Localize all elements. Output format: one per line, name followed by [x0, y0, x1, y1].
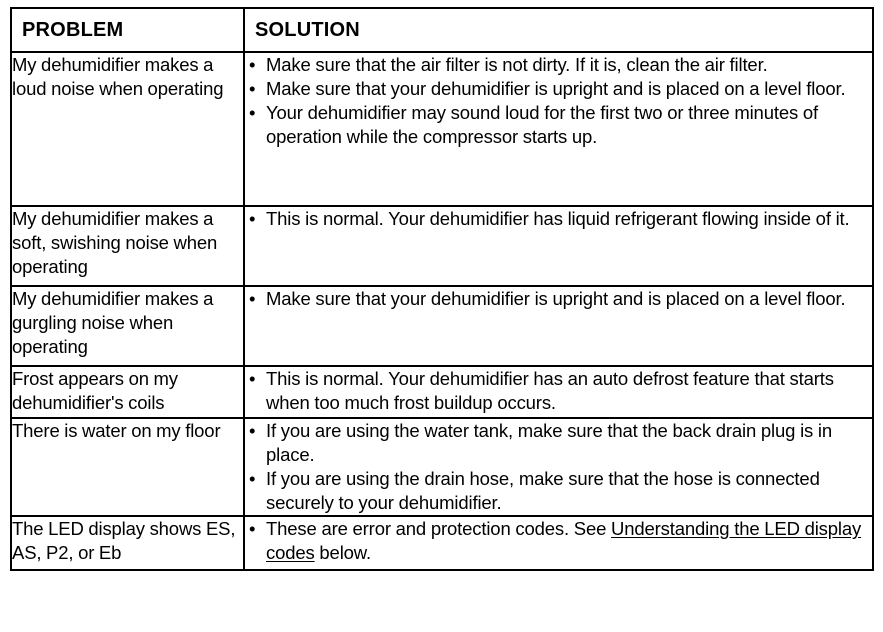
list-item: [245, 419, 872, 467]
column-header-problem: [11, 8, 244, 52]
solution-cell: [244, 206, 873, 286]
list-item-text-after-link: below.: [314, 542, 371, 563]
list-item-text: Make sure that the air filter is not dirty. If it is, clean the air filter.: [266, 54, 768, 75]
list-item-text: Your dehumidifier may sound loud for the first two or three minutes of operation while the compressor starts up.: [266, 102, 818, 147]
list-item-text: This is normal. Your dehumidifier has liquid refrigerant flowing inside of it.: [266, 208, 850, 229]
bullet-point-icon: •: [249, 208, 256, 229]
list-item-text: If you are using the water tank, make sure that the back drain plug is in place.: [266, 420, 833, 465]
list-item: [245, 517, 872, 565]
table-row: [11, 366, 873, 418]
problem-text: My dehumidifier makes a soft, swishing noise when operating: [12, 208, 218, 277]
solution-bullet-list: [245, 517, 872, 565]
column-header-problem-label: PROBLEM: [22, 19, 124, 41]
column-header-solution: [244, 8, 873, 52]
bullet-point-icon: •: [249, 288, 256, 309]
list-item: [245, 101, 872, 149]
problem-cell: [11, 286, 244, 366]
solution-bullet-list: [245, 53, 872, 149]
table-header-row: [11, 8, 873, 52]
list-item: [245, 77, 872, 101]
solution-bullet-list: [245, 367, 872, 415]
list-item-text-before-link: These are error and protection codes. See: [266, 518, 612, 539]
problem-cell: [11, 52, 244, 206]
bullet-point-icon: •: [249, 368, 256, 389]
list-item: [245, 467, 872, 515]
table-body: [11, 52, 873, 570]
list-item: [245, 207, 872, 231]
bullet-point-icon: •: [249, 518, 256, 539]
list-item-text: If you are using the drain hose, make sure that the hose is connected securely to your dehumidifier.: [266, 468, 820, 513]
solution-bullet-list: [245, 287, 872, 311]
solution-bullet-list: [245, 207, 872, 231]
problem-text: There is water on my floor: [12, 420, 221, 441]
solution-cell: [244, 366, 873, 418]
bullet-point-icon: •: [249, 78, 256, 99]
list-item: [245, 287, 872, 311]
solution-cell: [244, 516, 873, 570]
table-row: [11, 418, 873, 516]
problem-text: Frost appears on my dehumidifier's coils: [12, 368, 178, 413]
bullet-point-icon: •: [249, 54, 256, 75]
table-row: [11, 52, 873, 206]
list-item: [245, 53, 872, 77]
solution-cell: [244, 52, 873, 206]
list-item-text: This is normal. Your dehumidifier has an auto defrost feature that starts when too much frost buildup occurs.: [266, 368, 834, 413]
problem-text: My dehumidifier makes a loud noise when operating: [12, 54, 224, 99]
table-row: [11, 286, 873, 366]
bullet-point-icon: •: [249, 102, 256, 123]
bullet-point-icon: •: [249, 420, 256, 441]
table-row: [11, 206, 873, 286]
troubleshooting-table: [10, 7, 874, 571]
problem-cell: [11, 366, 244, 418]
problem-cell: [11, 206, 244, 286]
problem-text: My dehumidifier makes a gurgling noise when operating: [12, 288, 214, 357]
list-item-text: Make sure that your dehumidifier is upright and is placed on a level floor.: [266, 288, 846, 309]
problem-cell: [11, 418, 244, 516]
table-row: [11, 516, 873, 570]
led-display-codes-link[interactable]: Understanding the LED display codes: [266, 518, 862, 563]
problem-text: The LED display shows ES, AS, P2, or Eb: [12, 518, 236, 563]
bullet-point-icon: •: [249, 468, 256, 489]
list-item-text: Make sure that your dehumidifier is upright and is placed on a level floor.: [266, 78, 846, 99]
list-item: [245, 367, 872, 415]
problem-cell: [11, 516, 244, 570]
column-header-solution-label: SOLUTION: [255, 19, 360, 41]
solution-cell: [244, 418, 873, 516]
solution-bullet-list: [245, 419, 872, 515]
solution-cell: [244, 286, 873, 366]
